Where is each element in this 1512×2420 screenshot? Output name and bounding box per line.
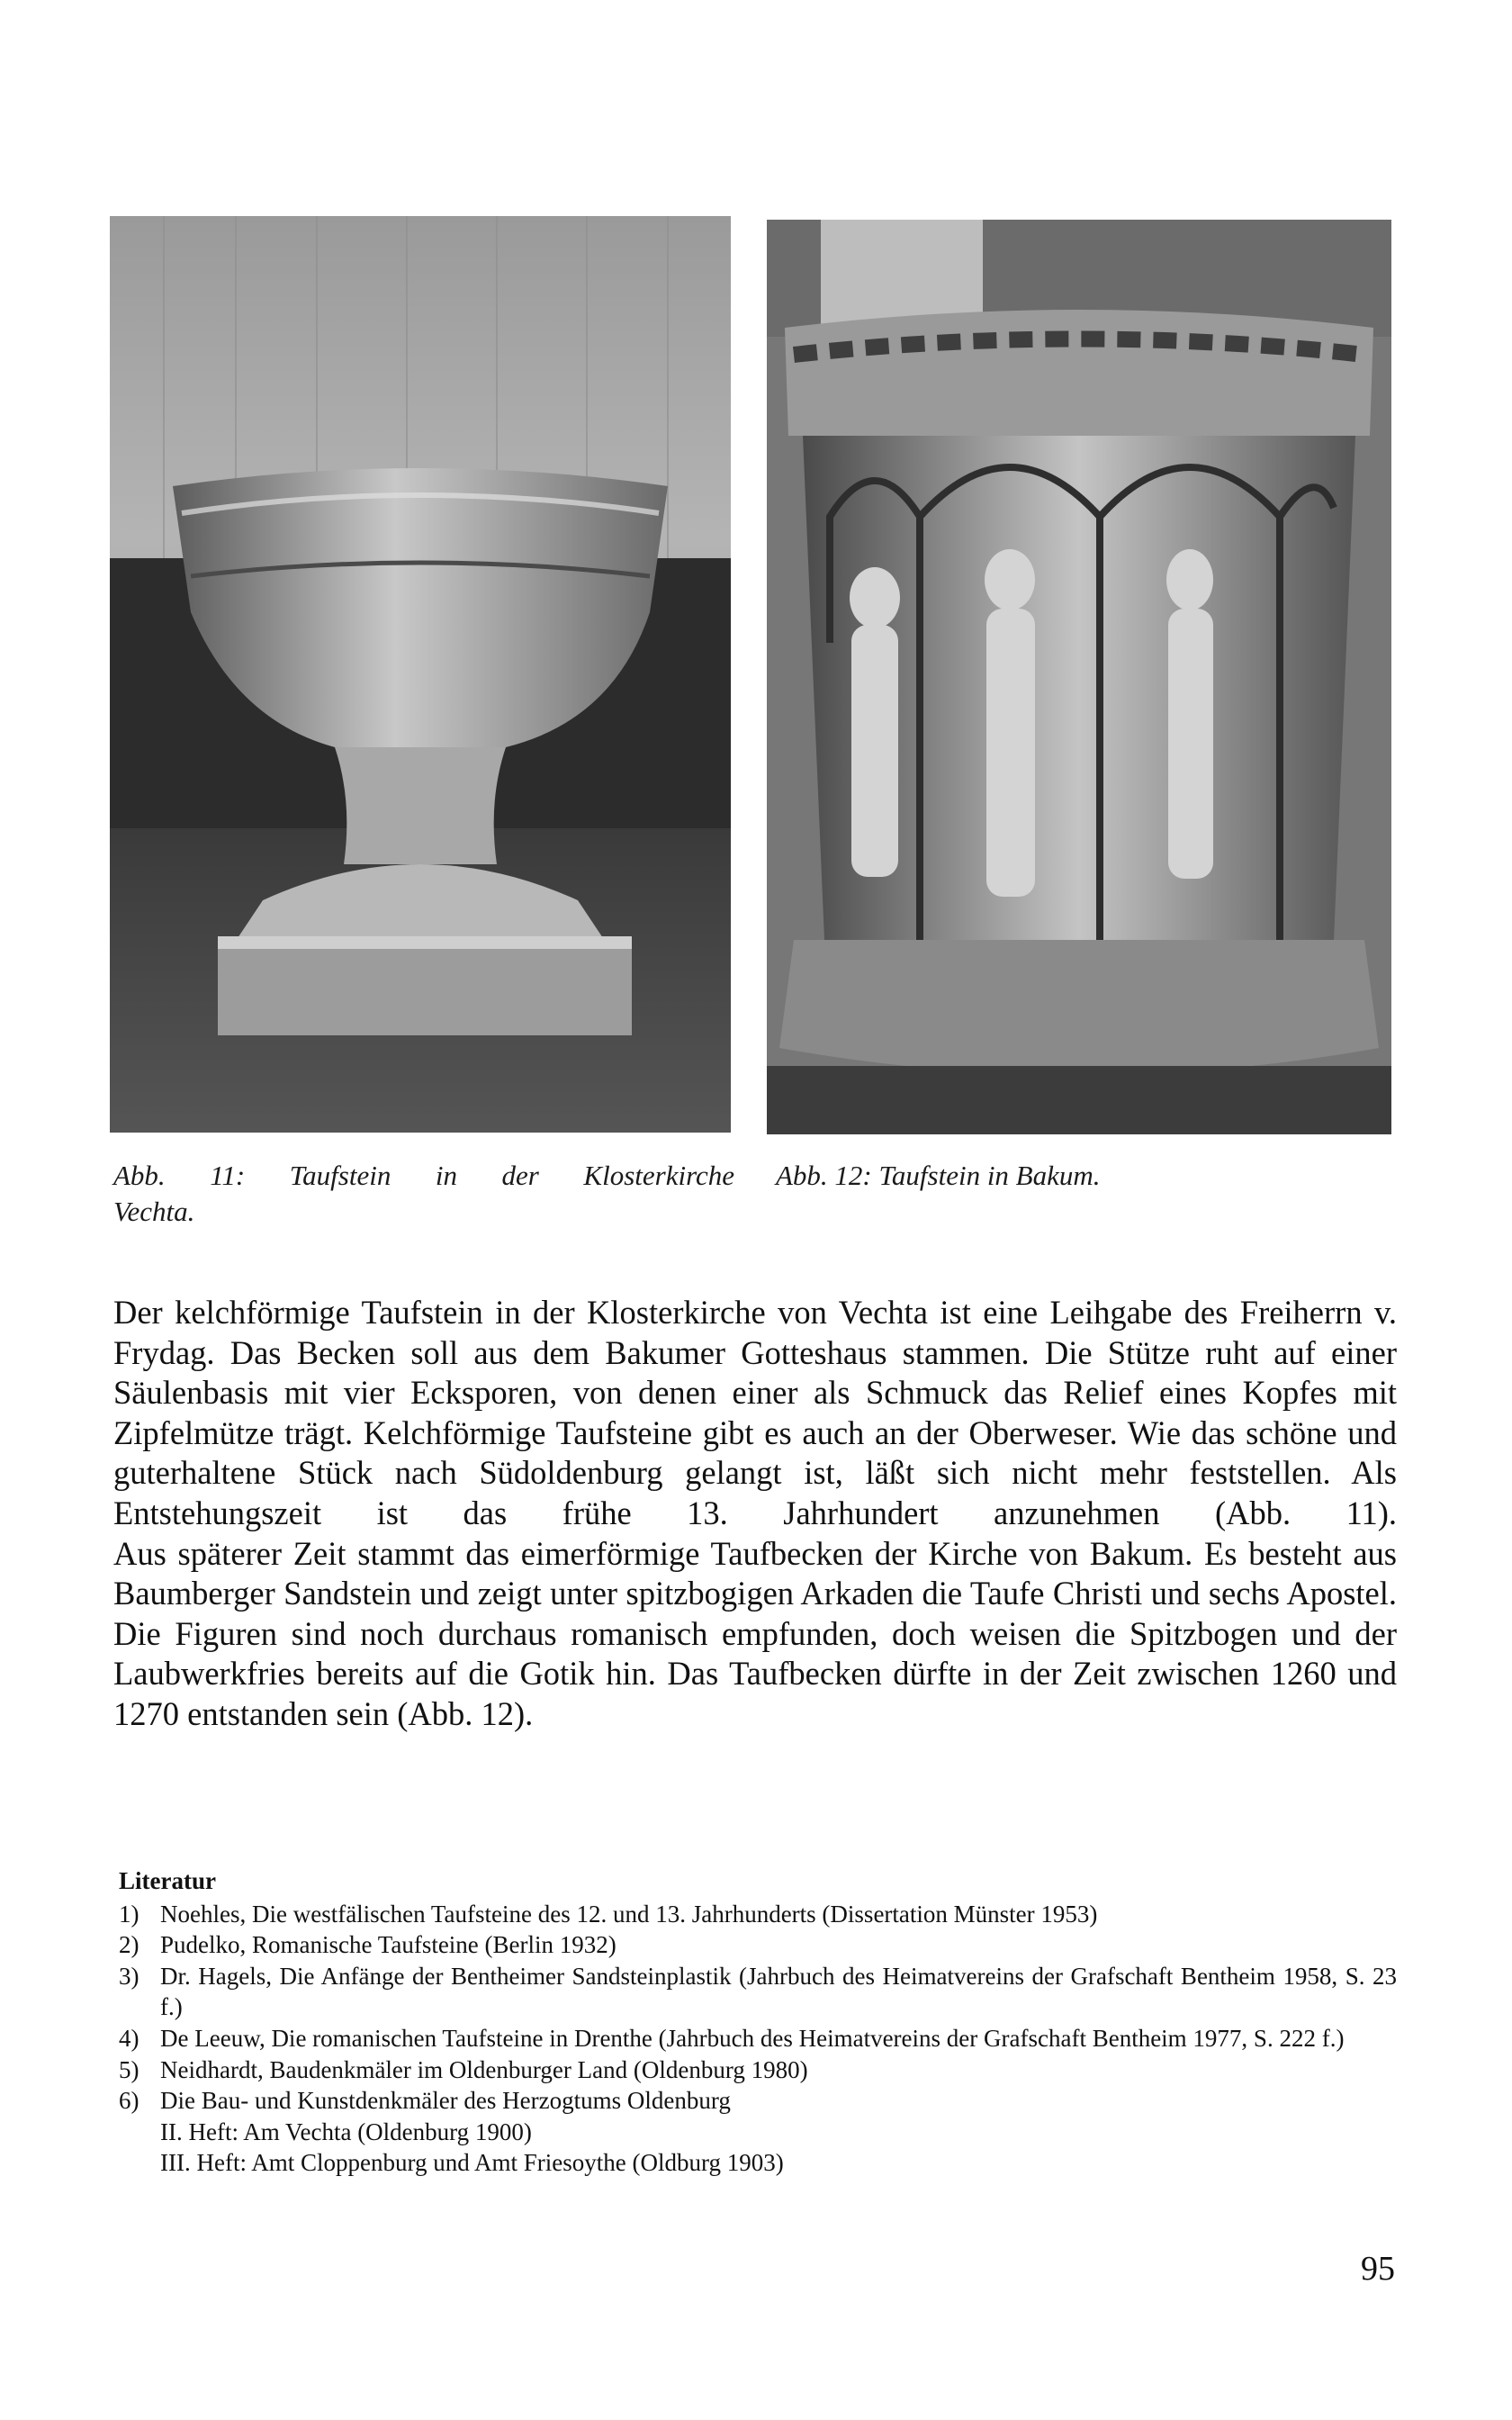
literature-item (119, 2054, 1397, 2086)
caption-11-line-1: Abb. 11: Taufstein in der Klosterkirche (113, 1160, 734, 1191)
literature-item-text: De Leeuw, Die romanischen Taufsteine in Drenthe (Jahrbuch des Heimatvereins der Grafschaft Bentheim 1977, S. 222 f.) (160, 2024, 1345, 2052)
literature-item (119, 1961, 1397, 2023)
literature-item-text: Dr. Hagels, Die Anfänge der Bentheimer Sandsteinplastik (Jahrbuch des Heimatvereins der Grafschaft Bentheim 1958, S. 23 f.) (160, 1962, 1397, 2021)
literature-section (119, 1865, 1397, 2179)
caption-11-line-2: Vechta. (113, 1196, 195, 1227)
literature-item-number: 5) (119, 2055, 140, 2083)
figure-caption-11 (113, 1158, 734, 1230)
literature-item (119, 2085, 1397, 2117)
literature-sub-item: III. Heft: Amt Cloppenburg und Amt Friesoythe (Oldburg 1903) (160, 2149, 784, 2177)
literature-item-text: Die Bau- und Kunstdenkmäler des Herzogtums Oldenburg (160, 2087, 731, 2115)
body-text (113, 1293, 1397, 1735)
page-number: 95 (1361, 2250, 1395, 2288)
figure-caption-12: Abb. 12: Taufstein in Bakum. (776, 1160, 1101, 1191)
literature-title: Literatur (119, 1867, 216, 1894)
literature-item-number: 1) (119, 1900, 140, 1928)
font-bakum-illustration (767, 220, 1391, 1134)
literature-item-text: Noehles, Die westfälischen Taufsteine des 12. und 13. Jahrhunderts (Dissertation Münster 1953) (160, 1900, 1098, 1928)
baptismal-font-bakum-photo (767, 220, 1391, 1134)
literature-item (119, 1899, 1397, 1930)
paragraph-font-bakum: Aus späterer Zeit stammt das eimerförmige Taufbecken der Kirche von Bakum. Es besteht aus Baumberger Sandstein und zeigt unter spitzbogigen Arkaden die Taufe Christi und sechs Apostel. Die Figuren sind noch durchaus romanisch empfunden, doch weisen die Spitzbogen und der Laubwerkfries bereits auf die Gotik hin. Das Taufbecken dürfte in der Zeit zwischen 1260 und 1270 entstanden sein (Abb. 12). (113, 1534, 1397, 1732)
literature-item-number: 4) (119, 2024, 140, 2052)
baptismal-font-vechta-photo (110, 216, 731, 1133)
literature-item-number: 2) (119, 1931, 140, 1959)
literature-item (119, 1929, 1397, 1961)
literature-item-number: 6) (119, 2087, 140, 2115)
literature-item (119, 2023, 1397, 2054)
font-vechta-illustration (110, 216, 731, 1133)
literature-item-text: Pudelko, Romanische Taufsteine (Berlin 1932) (160, 1931, 616, 1959)
literature-sub-item: II. Heft: Am Vechta (Oldenburg 1900) (160, 2118, 532, 2145)
literature-item-text: Neidhardt, Baudenkmäler im Oldenburger Land (Oldenburg 1980) (160, 2055, 808, 2083)
literature-item-number: 3) (119, 1962, 140, 1990)
paragraph-font-vechta: Der kelchförmige Taufstein in der Klosterkirche von Vechta ist eine Leihgabe des Freiherrn v. Frydag. Das Becken soll aus dem Bakumer Gotteshaus stammen. Die Stütze ruht auf einer Säulenbasis mit vier Ecksporen, von denen einer als Schmuck das Relief eines Kopfes mit Zipfelmütze trägt. Kelchförmige Taufsteine gibt es auch an der Oberweser. Wie das schöne und guterhaltene Stück nach Südoldenburg gelangt ist, läßt sich nicht mehr feststellen. Als Entstehungszeit ist das frühe 13. Jahrhundert anzunehmen (Abb. 11). (113, 1294, 1397, 1531)
